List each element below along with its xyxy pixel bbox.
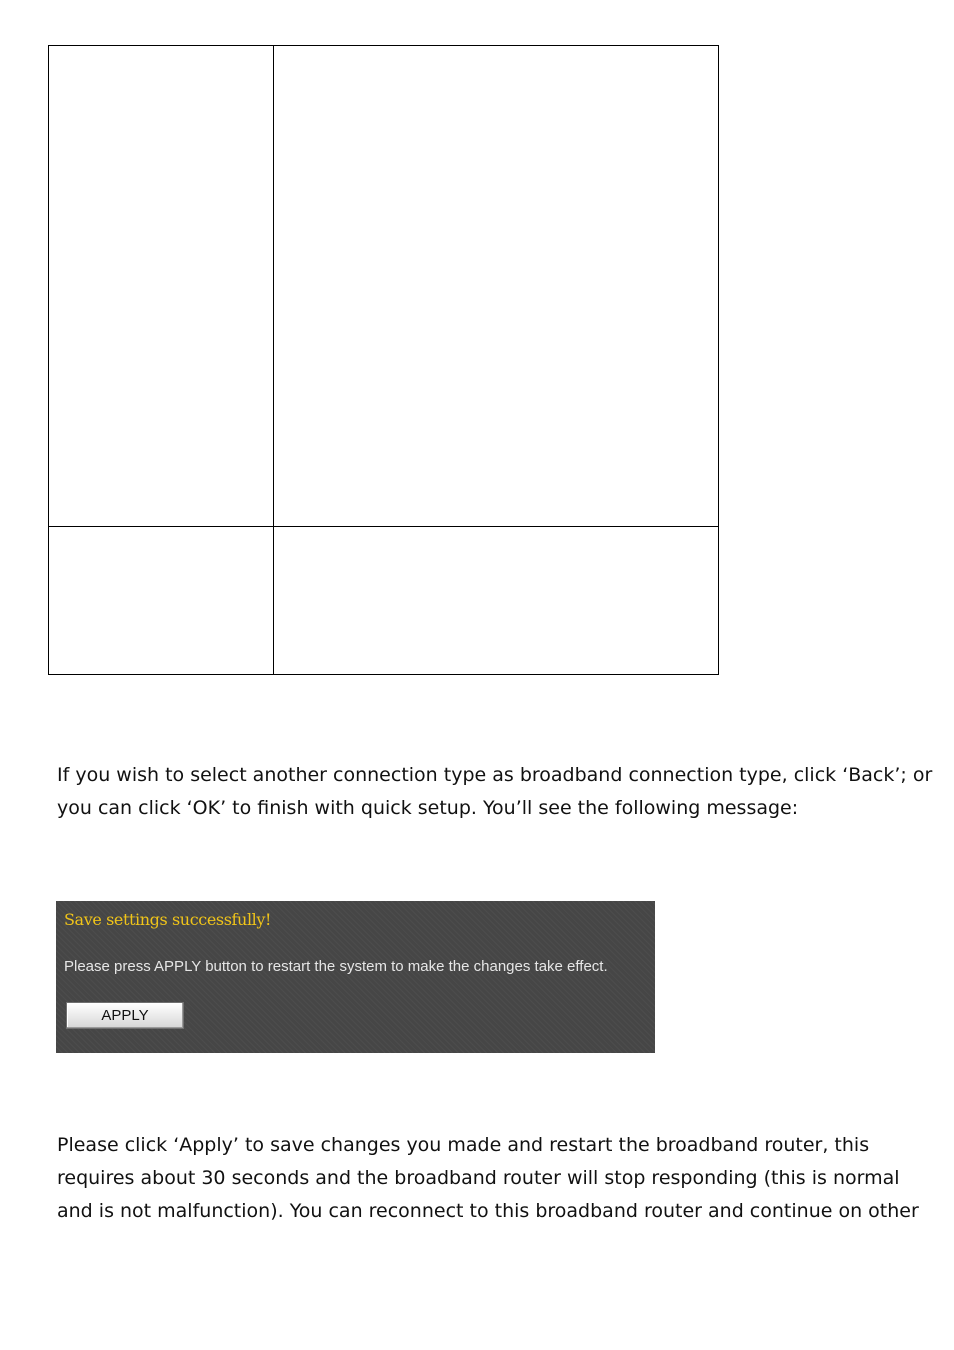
table-cell — [274, 46, 719, 527]
text-line: you can click ‘OK’ to finish with quick setup. You’ll see the following message: — [57, 797, 799, 819]
table-cell — [49, 46, 274, 527]
dialog-title: Save settings successfully! — [64, 910, 272, 929]
text-line: Please click ‘Apply’ to save changes you made and restart the broadband router, this — [57, 1134, 870, 1156]
text-line: requires about 30 seconds and the broadband router will stop responding (this is normal — [57, 1167, 900, 1189]
dialog-message: Please press APPLY button to restart the system to make the changes take effect. — [64, 958, 608, 975]
intro-paragraph — [57, 759, 933, 825]
text-line: If you wish to select another connection type as broadband connection type, click ‘Back’; or — [57, 764, 933, 786]
save-success-dialog — [56, 901, 655, 1053]
apply-paragraph — [57, 1129, 917, 1228]
text-line: and is not malfunction). You can reconnect to this broadband router and continue on other — [57, 1200, 919, 1222]
table-row — [49, 46, 719, 527]
apply-button[interactable]: APPLY — [66, 1002, 184, 1029]
settings-table — [48, 45, 719, 675]
table-cell — [49, 527, 274, 675]
table-row — [49, 527, 719, 675]
table-cell — [274, 527, 719, 675]
